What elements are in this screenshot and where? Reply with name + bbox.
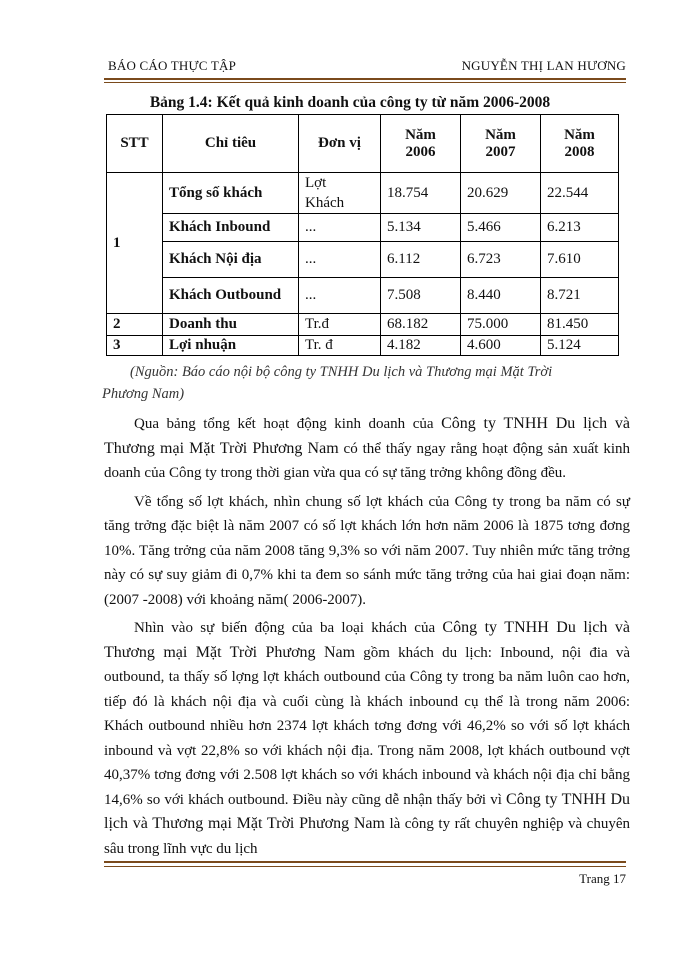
value-cell: 7.610 (541, 242, 619, 278)
value-cell: 4.182 (381, 336, 461, 356)
company-name: Công ty TNHH Du lịch và Thương mại Mặt Trời Phương Nam (104, 415, 630, 457)
company-name: Thương mại Mặt Trời Phương Nam (104, 643, 356, 661)
company-name: Công ty TNHH Du lịch và Thương mại Mặt Trời Phương Nam (104, 790, 630, 832)
stt-cell: 3 (107, 336, 163, 356)
donvi-cell: Tr.đ (299, 314, 381, 336)
value-cell: 5.466 (461, 214, 541, 242)
value-cell: 6.112 (381, 242, 461, 278)
value-cell: 6.723 (461, 242, 541, 278)
stt-cell: 1 (107, 173, 163, 314)
chitieu-cell: Khách Outbound (163, 278, 299, 314)
header-rule-thick (104, 78, 626, 80)
table-row (107, 214, 619, 242)
col-chitieu: Chỉ tiêu (163, 115, 299, 173)
body-text (104, 412, 630, 865)
table-row (107, 314, 619, 336)
table-row (107, 278, 619, 314)
author-name: NGUYỄN THỊ LAN HƯƠNG (461, 58, 626, 73)
paragraph: Nhìn vào sự biến động của ba loại khách của Công ty TNHH Du lịch và Thương mại Mặt Trời Phương Nam gồm khách du lịch: Inbound, nội đia và outbound, ta thấy số lợng lợt khách outbound của Công ty trong ba năm luôn cao hơn, tiếp đó là khách nội địa và cuối cùng là khách inbound cụ thể là trong năm 2006: Khách outbound nhiều hơn 2374 lợt khách tơng đơng với 46,2% so với số lợt khách inbound và vợt 22,8% so với khách nội địa. Trong năm 2008, lợt khách outbound vợt 40,37% tơng đơng với 2.508 lợt khách so với khách inbound và khách nội địa chỉ bằng 14,6% so với khách outbound. Điều này cũng dễ nhận thấy bởi vì Công ty TNHH Du lịch và Thương mại Mặt Trời Phương Nam là công ty rất chuyên nghiệp và chuyên sâu trong lĩnh vực du lịch (104, 619, 630, 857)
table-caption: Bảng 1.4: Kết quả kinh doanh của công ty từ năm 2006-2008 (149, 94, 551, 111)
donvi-cell: ... (299, 278, 381, 314)
page-number: Trang 17 (579, 871, 626, 886)
donvi-cell: Lợt Khách (299, 173, 381, 214)
value-cell: 75.000 (461, 314, 541, 336)
footer-rule-thick (104, 861, 626, 863)
page-header (108, 58, 626, 78)
col-2007: Năm 2007 (461, 115, 541, 173)
value-cell: 18.754 (381, 173, 461, 214)
value-cell: 81.450 (541, 314, 619, 336)
value-cell: 6.213 (541, 214, 619, 242)
chitieu-cell: Tổng số khách (163, 173, 299, 214)
col-stt: STT (107, 115, 163, 173)
col-2006: Năm 2006 (381, 115, 461, 173)
chitieu-cell: Khách Inbound (163, 214, 299, 242)
chitieu-cell: Doanh thu (163, 314, 299, 336)
stt-cell: 2 (107, 314, 163, 336)
header-rule-thin (104, 82, 626, 83)
col-2008: Năm 2008 (541, 115, 619, 173)
paragraph: Về tổng số lợt khách, nhìn chung số lợt khách của Công ty trong ba năm có sự tăng trởng đặc biệt là năm 2007 có số lợt khách lớn hơn năm 2006 là 1875 tơng đơng 10%. Tăng trởng của năm 2008 tăng 9,3% so với năm 2007. Tuy nhiên mức tăng trởng này có sự suy giảm đi 0,7% khi ta đem so sánh mức tăng trởng của hai giai đoạn năm: (2007 -2008) với khoảng năm( 2006-2007). (104, 493, 630, 608)
value-cell: 8.440 (461, 278, 541, 314)
table-row (107, 173, 619, 214)
col-donvi: Đơn vị (299, 115, 381, 173)
value-cell: 5.134 (381, 214, 461, 242)
donvi-cell: ... (299, 242, 381, 278)
value-cell: 5.124 (541, 336, 619, 356)
chitieu-cell: Khách Nội địa (163, 242, 299, 278)
donvi-cell: Tr. đ (299, 336, 381, 356)
value-cell: 20.629 (461, 173, 541, 214)
company-name: Công ty TNHH Du lịch và (442, 619, 630, 636)
results-table (106, 114, 619, 356)
value-cell: 22.544 (541, 173, 619, 214)
report-title: BÁO CÁO THỰC TẬP (108, 58, 237, 73)
table-row (107, 242, 619, 278)
chitieu-cell: Lợi nhuận (163, 336, 299, 356)
value-cell: 4.600 (461, 336, 541, 356)
footer-rule-thin (104, 866, 626, 867)
value-cell: 8.721 (541, 278, 619, 314)
table-source-note: (Nguồn: Báo cáo nội bộ công ty TNHH Du lịch và Thương mại Mặt Trời Phương Nam) (102, 364, 553, 402)
value-cell: 7.508 (381, 278, 461, 314)
value-cell: 68.182 (381, 314, 461, 336)
table-row (107, 336, 619, 356)
table-header-row (107, 115, 619, 173)
donvi-cell: ... (299, 214, 381, 242)
paragraph: Qua bảng tổng kết hoạt động kinh doanh của Công ty TNHH Du lịch và Thương mại Mặt Trời Phương Nam có thể thấy ngay rằng hoạt động sản xuất kinh doanh của Công ty trong thời gian vừa qua có sự tăng trởng không đồng đều. (104, 415, 630, 481)
